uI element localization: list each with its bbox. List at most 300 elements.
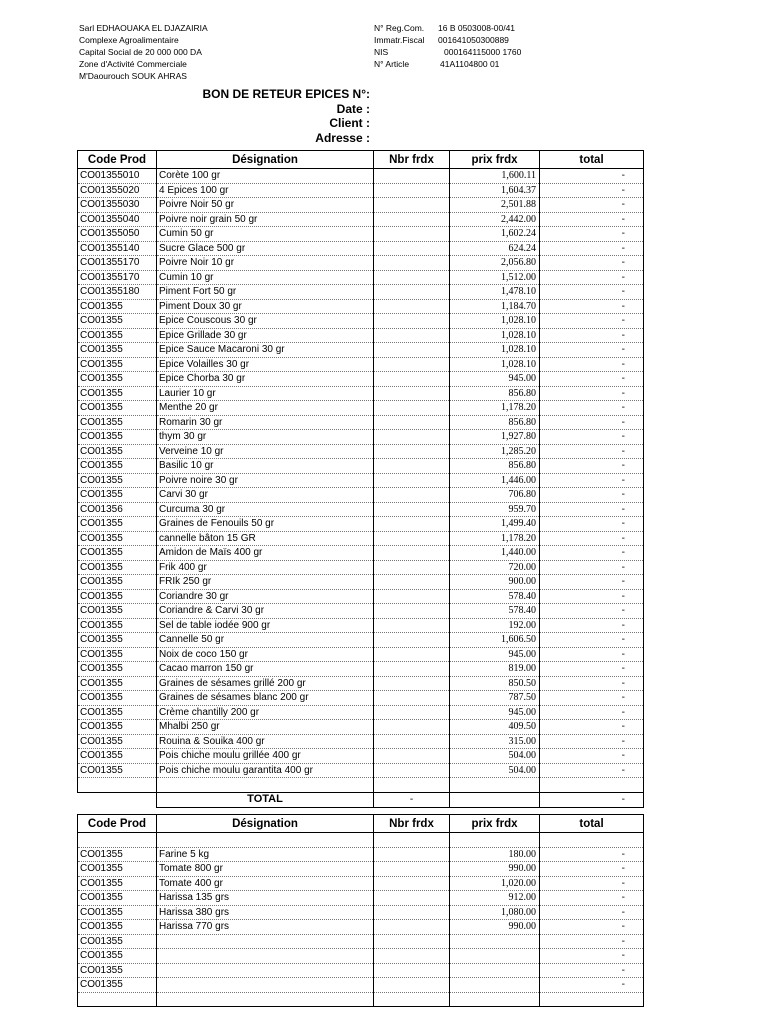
total-cell: - [540, 401, 644, 416]
table-row [78, 734, 644, 749]
table-row [78, 401, 644, 416]
registry-row [374, 58, 521, 70]
code-cell: CO01355 [78, 963, 157, 978]
designation-cell: cannelle bâton 15 GR [157, 531, 374, 546]
prix-cell: 180.00 [450, 847, 540, 862]
table-row [78, 905, 644, 920]
code-cell [78, 992, 157, 1007]
nbr-cell [374, 720, 450, 735]
document-title: BON DE RETEUR EPICES N°: [202, 87, 370, 101]
total-cell: - [540, 847, 644, 862]
designation-cell: Cannelle 50 gr [157, 633, 374, 648]
designation-cell: Cacao marron 150 gr [157, 662, 374, 677]
header-prix: prix frdx [450, 815, 540, 833]
table-row [78, 833, 644, 848]
code-cell: CO01355140 [78, 241, 157, 256]
table-row [78, 314, 644, 329]
prix-cell: 945.00 [450, 647, 540, 662]
prix-cell: 819.00 [450, 662, 540, 677]
total-cell: - [540, 604, 644, 619]
designation-cell: Cumin 50 gr [157, 227, 374, 242]
table-row [78, 299, 644, 314]
total-cell: - [540, 575, 644, 590]
designation-cell: Laurier 10 gr [157, 386, 374, 401]
table-row [78, 546, 644, 561]
table-row [78, 618, 644, 633]
designation-cell [157, 778, 374, 793]
nbr-cell [374, 662, 450, 677]
designation-cell: Harissa 135 grs [157, 891, 374, 906]
prix-cell: 1,602.24 [450, 227, 540, 242]
prix-cell: 1,184.70 [450, 299, 540, 314]
code-cell: CO01355 [78, 488, 157, 503]
company-line: Zone d'Activité Commerciale [79, 59, 187, 69]
nbr-cell [374, 905, 450, 920]
code-cell: CO01355010 [78, 169, 157, 184]
prix-cell: 1,440.00 [450, 546, 540, 561]
total-cell: - [540, 978, 644, 993]
code-cell: CO01355 [78, 386, 157, 401]
code-cell [78, 778, 157, 793]
designation-cell: Curcuma 30 gr [157, 502, 374, 517]
table-row [78, 198, 644, 213]
table-row [78, 647, 644, 662]
spices-table-body [78, 169, 644, 793]
company-line: Capital Social de 20 000 000 DA [79, 47, 202, 57]
prix-cell: 578.40 [450, 589, 540, 604]
nbr-cell [374, 473, 450, 488]
nbr-cell [374, 847, 450, 862]
nbr-cell [374, 372, 450, 387]
table-row [78, 676, 644, 691]
table-row [78, 372, 644, 387]
prix-cell: 1,604.37 [450, 183, 540, 198]
prix-cell: 1,020.00 [450, 876, 540, 891]
total-cell: - [540, 357, 644, 372]
total-cell: - [540, 372, 644, 387]
designation-cell: Pois chiche moulu garantita 400 gr [157, 763, 374, 778]
total-cell: - [540, 589, 644, 604]
designation-cell [157, 949, 374, 964]
spices-table [77, 150, 644, 808]
total-cell: - [540, 256, 644, 271]
designation-cell: Amidon de Maïs 400 gr [157, 546, 374, 561]
table-row [78, 488, 644, 503]
nbr-cell [374, 212, 450, 227]
table-row [78, 227, 644, 242]
code-cell: CO01355 [78, 720, 157, 735]
table-row [78, 560, 644, 575]
total-cell: - [540, 386, 644, 401]
table-row [78, 241, 644, 256]
table-header-row [78, 151, 644, 169]
table-row [78, 778, 644, 793]
designation-cell: Verveine 10 gr [157, 444, 374, 459]
table-row [78, 212, 644, 227]
designation-cell: 4 Epices 100 gr [157, 183, 374, 198]
code-cell: CO01355 [78, 862, 157, 877]
nbr-cell [374, 676, 450, 691]
designation-cell: Farine 5 kg [157, 847, 374, 862]
designation-cell: Romarin 30 gr [157, 415, 374, 430]
registry-value: 41A1104800 01 [440, 59, 500, 69]
code-cell: CO01355 [78, 618, 157, 633]
total-cell: - [540, 891, 644, 906]
nbr-cell [374, 963, 450, 978]
table-row [78, 285, 644, 300]
prix-cell: 409.50 [450, 720, 540, 735]
total-cell: - [540, 343, 644, 358]
code-cell: CO01355 [78, 314, 157, 329]
total-cell: - [540, 633, 644, 648]
nbr-cell [374, 833, 450, 848]
header-designation: Désignation [157, 815, 374, 833]
header-code: Code Prod [78, 151, 157, 169]
total-cell: - [540, 560, 644, 575]
total-cell: - [540, 734, 644, 749]
header-designation: Désignation [157, 151, 374, 169]
table-row [78, 357, 644, 372]
nbr-cell [374, 691, 450, 706]
prix-cell: 1,927.80 [450, 430, 540, 445]
table-row [78, 589, 644, 604]
nbr-cell [374, 444, 450, 459]
registry-label: Immatr.Fiscal [374, 35, 425, 45]
table-row [78, 183, 644, 198]
nbr-cell [374, 589, 450, 604]
total-cell: - [540, 920, 644, 935]
code-cell: CO01355 [78, 546, 157, 561]
designation-cell: Cumin 10 gr [157, 270, 374, 285]
prix-cell [450, 978, 540, 993]
company-line: Sarl EDHAOUAKA EL DJAZAIRIA [79, 23, 208, 33]
table-row [78, 978, 644, 993]
table-row [78, 169, 644, 184]
total-cell [540, 778, 644, 793]
total-cell: - [540, 862, 644, 877]
registry-row [374, 34, 521, 46]
nbr-cell [374, 647, 450, 662]
table-row [78, 473, 644, 488]
code-cell: CO01355 [78, 691, 157, 706]
designation-cell: Harissa 380 grs [157, 905, 374, 920]
nbr-cell [374, 285, 450, 300]
table-row [78, 502, 644, 517]
nbr-cell [374, 517, 450, 532]
code-cell: CO01355 [78, 920, 157, 935]
company-info [79, 22, 208, 82]
total-cell: - [540, 459, 644, 474]
prix-cell: 945.00 [450, 372, 540, 387]
table-row [78, 459, 644, 474]
total-cell: - [540, 720, 644, 735]
code-cell: CO01355 [78, 415, 157, 430]
prix-cell: 912.00 [450, 891, 540, 906]
table-row [78, 949, 644, 964]
prix-cell [450, 949, 540, 964]
designation-cell: Harissa 770 grs [157, 920, 374, 935]
total-row [78, 792, 644, 807]
nbr-cell [374, 876, 450, 891]
prix-cell: 850.50 [450, 676, 540, 691]
code-cell: CO01355170 [78, 270, 157, 285]
prix-cell: 1,028.10 [450, 328, 540, 343]
designation-cell [157, 833, 374, 848]
prix-cell: 578.40 [450, 604, 540, 619]
designation-cell: Epice Volailles 30 gr [157, 357, 374, 372]
table-row [78, 934, 644, 949]
designation-cell: Epice Chorba 30 gr [157, 372, 374, 387]
code-cell: CO01355 [78, 575, 157, 590]
table-header-row [78, 815, 644, 833]
code-cell: CO01355 [78, 847, 157, 862]
table-row [78, 876, 644, 891]
prix-cell: 504.00 [450, 763, 540, 778]
total-cell: - [540, 212, 644, 227]
designation-cell: Graines de Fenouils 50 gr [157, 517, 374, 532]
date-label: Date : [336, 101, 370, 116]
nbr-cell [374, 978, 450, 993]
nbr-cell [374, 343, 450, 358]
code-cell: CO01355 [78, 473, 157, 488]
code-cell: CO01355 [78, 560, 157, 575]
header-prix: prix frdx [450, 151, 540, 169]
designation-cell: Epice Couscous 30 gr [157, 314, 374, 329]
table-row [78, 343, 644, 358]
designation-cell: Sel de table iodée 900 gr [157, 618, 374, 633]
total-cell: - [540, 676, 644, 691]
code-cell: CO01355 [78, 589, 157, 604]
nbr-cell [374, 386, 450, 401]
table-row [78, 444, 644, 459]
header-nbr: Nbr frdx [374, 815, 450, 833]
nbr-cell [374, 604, 450, 619]
code-cell: CO01355 [78, 662, 157, 677]
prix-cell [450, 778, 540, 793]
designation-cell: Carvi 30 gr [157, 488, 374, 503]
prix-cell: 945.00 [450, 705, 540, 720]
table-row [78, 691, 644, 706]
nbr-cell [374, 183, 450, 198]
designation-cell [157, 978, 374, 993]
company-line: M'Daourouch SOUK AHRAS [79, 71, 187, 81]
designation-cell: Graines de sésames grillé 200 gr [157, 676, 374, 691]
code-cell: CO01355 [78, 705, 157, 720]
table-row [78, 430, 644, 445]
nbr-cell [374, 575, 450, 590]
designation-cell [157, 992, 374, 1007]
code-cell: CO01355170 [78, 256, 157, 271]
code-cell: CO01355180 [78, 285, 157, 300]
document-header [160, 87, 370, 145]
code-cell: CO01355 [78, 905, 157, 920]
prix-cell: 1,285.20 [450, 444, 540, 459]
total-cell: - [540, 328, 644, 343]
code-cell: CO01355 [78, 372, 157, 387]
code-cell: CO01355 [78, 299, 157, 314]
prix-cell: 2,442.00 [450, 212, 540, 227]
table-row [78, 705, 644, 720]
designation-cell: Piment Fort 50 gr [157, 285, 374, 300]
nbr-cell [374, 401, 450, 416]
total-cell: - [540, 618, 644, 633]
prix-cell: 720.00 [450, 560, 540, 575]
total-cell [540, 833, 644, 848]
total-cell: - [540, 227, 644, 242]
table-row [78, 749, 644, 764]
prix-cell: 1,478.10 [450, 285, 540, 300]
code-cell [78, 833, 157, 848]
total-cell: - [540, 415, 644, 430]
code-cell: CO01355 [78, 328, 157, 343]
designation-cell: Mhalbi 250 gr [157, 720, 374, 735]
table-row [78, 270, 644, 285]
table-row [78, 891, 644, 906]
total-cell: - [540, 488, 644, 503]
designation-cell: FRIk 250 gr [157, 575, 374, 590]
nbr-cell [374, 778, 450, 793]
nbr-cell [374, 357, 450, 372]
code-cell: CO01355 [78, 343, 157, 358]
code-cell: CO01355 [78, 444, 157, 459]
header-total: total [540, 815, 644, 833]
total-nbr: - [374, 792, 450, 807]
prix-cell: 1,080.00 [450, 905, 540, 920]
registry-value: 000164115000 1760 [444, 47, 522, 57]
nbr-cell [374, 531, 450, 546]
total-cell: - [540, 314, 644, 329]
total-cell: - [540, 285, 644, 300]
code-cell: CO01355 [78, 430, 157, 445]
total-cell: - [540, 198, 644, 213]
total-cell: - [540, 934, 644, 949]
table-row [78, 847, 644, 862]
code-cell: CO01355 [78, 934, 157, 949]
nbr-cell [374, 763, 450, 778]
prix-cell: 856.80 [450, 415, 540, 430]
table-row [78, 633, 644, 648]
code-cell: CO01355 [78, 749, 157, 764]
designation-cell: Basilic 10 gr [157, 459, 374, 474]
prix-cell [450, 833, 540, 848]
total-cell: - [540, 905, 644, 920]
registry-info [374, 22, 521, 70]
code-cell: CO01355 [78, 531, 157, 546]
designation-cell: Coriandre 30 gr [157, 589, 374, 604]
total-cell: - [540, 876, 644, 891]
total-cell: - [540, 444, 644, 459]
nbr-cell [374, 862, 450, 877]
table-row [78, 604, 644, 619]
total-cell: - [540, 705, 644, 720]
prix-cell: 1,606.50 [450, 633, 540, 648]
designation-cell: Rouina & Souika 400 gr [157, 734, 374, 749]
groceries-table-body [78, 833, 644, 1007]
prix-cell: 1,178.20 [450, 531, 540, 546]
prix-cell: 624.24 [450, 241, 540, 256]
prix-cell: 856.80 [450, 459, 540, 474]
nbr-cell [374, 459, 450, 474]
nbr-cell [374, 270, 450, 285]
code-cell: CO01355 [78, 891, 157, 906]
registry-label: NIS [374, 47, 389, 57]
nbr-cell [374, 256, 450, 271]
table-row [78, 256, 644, 271]
total-cell: - [540, 647, 644, 662]
designation-cell: Noix de coco 150 gr [157, 647, 374, 662]
code-cell: CO01355 [78, 676, 157, 691]
total-blank-cell [78, 792, 157, 807]
nbr-cell [374, 502, 450, 517]
code-cell: CO01355050 [78, 227, 157, 242]
company-line: Complexe Agroalimentaire [79, 35, 179, 45]
prix-cell: 706.80 [450, 488, 540, 503]
total-cell: - [540, 546, 644, 561]
table-row [78, 862, 644, 877]
table-row [78, 328, 644, 343]
total-cell [540, 992, 644, 1007]
header-total: total [540, 151, 644, 169]
prix-cell: 2,501.88 [450, 198, 540, 213]
nbr-cell [374, 618, 450, 633]
registry-row [374, 22, 521, 34]
code-cell: CO01355 [78, 517, 157, 532]
prix-cell: 315.00 [450, 734, 540, 749]
registry-value: 001641050300889 [438, 35, 509, 45]
prix-cell: 787.50 [450, 691, 540, 706]
registry-label: N° Article [374, 59, 410, 69]
prix-cell: 1,028.10 [450, 314, 540, 329]
total-value: - [540, 792, 644, 807]
total-cell: - [540, 473, 644, 488]
table-row [78, 662, 644, 677]
designation-cell: Poivre noire 30 gr [157, 473, 374, 488]
nbr-cell [374, 328, 450, 343]
code-cell: CO01355 [78, 459, 157, 474]
table-row [78, 415, 644, 430]
table-row [78, 963, 644, 978]
code-cell: CO01355030 [78, 198, 157, 213]
nbr-cell [374, 227, 450, 242]
prix-cell: 1,446.00 [450, 473, 540, 488]
designation-cell: Menthe 20 gr [157, 401, 374, 416]
nbr-cell [374, 891, 450, 906]
nbr-cell [374, 949, 450, 964]
nbr-cell [374, 749, 450, 764]
nbr-cell [374, 734, 450, 749]
designation-cell: Epice Grillade 30 gr [157, 328, 374, 343]
nbr-cell [374, 920, 450, 935]
code-cell: CO01355 [78, 647, 157, 662]
prix-cell: 1,512.00 [450, 270, 540, 285]
total-cell: - [540, 517, 644, 532]
designation-cell: Frik 400 gr [157, 560, 374, 575]
address-label: Adresse : [315, 130, 370, 145]
nbr-cell [374, 934, 450, 949]
client-label: Client : [329, 116, 370, 130]
prix-cell [450, 992, 540, 1007]
nbr-cell [374, 299, 450, 314]
table-row [78, 575, 644, 590]
designation-cell: Poivre noir grain 50 gr [157, 212, 374, 227]
nbr-cell [374, 415, 450, 430]
total-cell: - [540, 662, 644, 677]
nbr-cell [374, 241, 450, 256]
designation-cell: Corète 100 gr [157, 169, 374, 184]
designation-cell: Poivre Noir 10 gr [157, 256, 374, 271]
code-cell: CO01355 [78, 876, 157, 891]
groceries-table [77, 814, 644, 1007]
